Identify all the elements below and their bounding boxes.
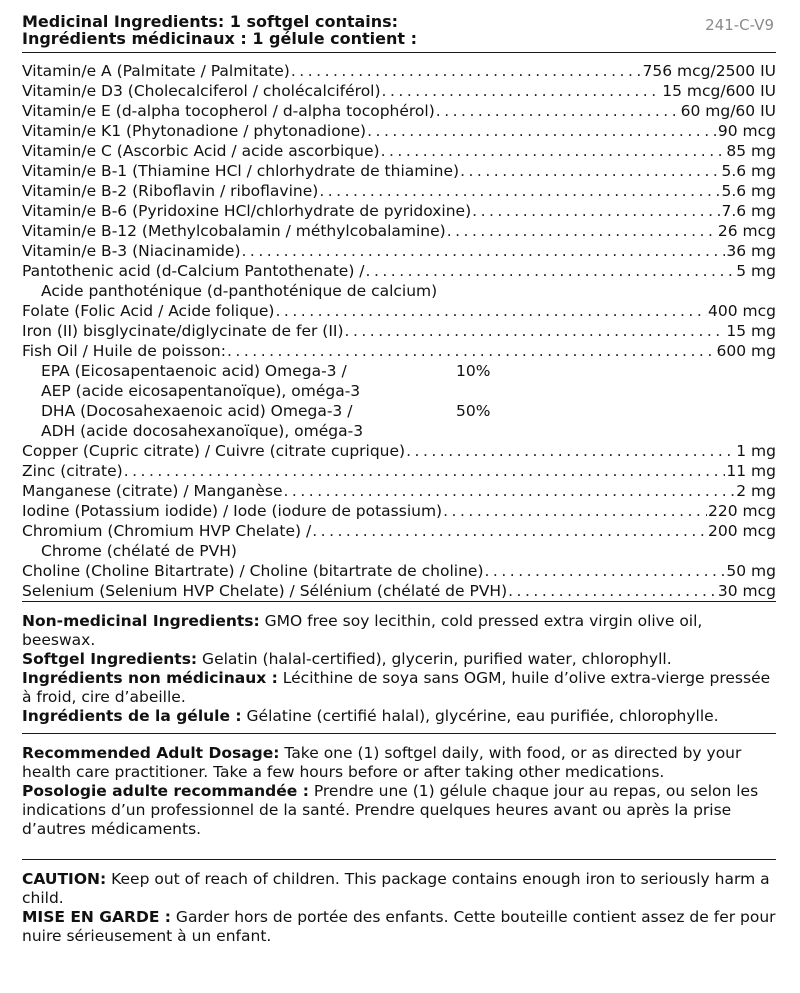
ingredient-amount: 400 mcg (708, 302, 776, 320)
ingredient-row (22, 581, 776, 601)
ingredient-row (22, 441, 776, 461)
ingredient-row (22, 321, 776, 341)
omega-row (22, 361, 776, 381)
dot-leader (472, 201, 720, 221)
ingredient-amount: 60 mg/60 IU (680, 102, 776, 120)
ingredient-name: Choline (Choline Bitartrate) / Choline (bitartrate de choline) (22, 562, 484, 580)
ingredient-name: Manganese (citrate) / Manganèse (22, 482, 283, 500)
ingredient-name: Iodine (Potassium iodide) / Iode (iodure de potassium) (22, 502, 443, 520)
non-medicinal-section (22, 602, 776, 733)
ingredient-name: Vitamin/e B-6 (Pyridoxine HCl/chlorhydrate de pyridoxine) (22, 202, 472, 220)
dot-leader (367, 121, 717, 141)
ingredient-amount: 5 mg (736, 262, 776, 280)
ingredient-name: Vitamin/e B-12 (Methylcobalamin / méthylcobalamine) (22, 222, 446, 240)
ingredient-name: Copper (Cupric citrate) / Cuivre (citrate cuprique) (22, 442, 406, 460)
non-medicinal-text: GMO free soy lecithin, cold pressed extra virgin olive oil, beeswax. (22, 612, 703, 649)
ingredient-row (22, 301, 776, 321)
dot-leader (381, 141, 726, 161)
ingredient-amount: 15 mcg/600 IU (662, 82, 776, 100)
omega-name: DHA (Docosahexaenoic acid) Omega-3 / (41, 402, 353, 420)
ingredient-name: Vitamin/e D3 (Cholecalciferol / cholécalciférol) (22, 82, 381, 100)
ingredient-row (22, 501, 776, 521)
dot-leader (284, 481, 736, 501)
omega-percent: 50% (456, 402, 491, 420)
ingredient-amount: 5.6 mg (721, 162, 776, 180)
dot-leader (319, 181, 720, 201)
dot-leader (436, 101, 680, 121)
omega-row (22, 401, 776, 421)
ingredient-amount: 50 mg (726, 562, 776, 580)
dot-leader (291, 61, 642, 81)
ingredient-row (22, 201, 776, 221)
dot-leader (227, 341, 716, 361)
dosage-label-fr: Posologie adulte recommandée : (22, 782, 309, 800)
dot-leader (242, 241, 726, 261)
gelule-label: Ingrédients de la gélule : (22, 707, 242, 725)
dot-leader (366, 261, 736, 281)
ingredient-amount: 36 mg (726, 242, 776, 260)
ingredient-amount: 600 mg (716, 342, 776, 360)
ingredient-amount: 756 mcg/2500 IU (642, 62, 776, 80)
dosage-text: Take one (1) softgel daily, with food, or as directed by your health care practitioner. Take a few hours before or after taking other medications. (22, 744, 742, 781)
softgel-text: Gelatin (halal-certified), glycerin, purified water, chlorophyll. (197, 650, 672, 668)
ingredient-name: Zinc (citrate) (22, 462, 123, 480)
ingredient-amount: 26 mcg (717, 222, 776, 240)
dot-leader (443, 501, 707, 521)
dot-leader (485, 561, 726, 581)
dot-leader (508, 581, 717, 601)
ingredient-amount: 90 mcg (717, 122, 776, 140)
omega-name-fr: ADH (acide docosahexanoïque), oméga-3 (41, 422, 364, 440)
ingredient-row (22, 481, 776, 501)
ingredient-amount: 85 mg (726, 142, 776, 160)
ingredient-amount: 200 mcg (708, 522, 776, 540)
ingredient-row (22, 181, 776, 201)
caution-text-fr: Garder hors de portée des enfants. Cette bouteille contient assez de fer pour nuire sérieusement à un enfant. (22, 908, 776, 945)
ingredient-name: Iron (II) bisglycinate/diglycinate de fer (II) (22, 322, 344, 340)
dosage-label: Recommended Adult Dosage: (22, 744, 280, 762)
pantothenic-continuation: Acide panthoténique (d-panthoténique de calcium) (41, 282, 438, 300)
caution-section (22, 860, 776, 954)
caution-label: CAUTION: (22, 870, 107, 888)
product-code: 241-C-V9 (705, 16, 774, 34)
title-french: Ingrédients médicinaux : 1 gélule contient : (22, 29, 417, 48)
non-medicinal-text-fr: Lécithine de soya sans OGM, huile d’olive extra-vierge pressée à froid, cire d’abeille. (22, 669, 771, 706)
dot-leader (275, 301, 707, 321)
ingredient-row (22, 221, 776, 241)
omega-name: EPA (Eicosapentaenoic acid) Omega-3 / (41, 362, 347, 380)
ingredient-row (22, 101, 776, 121)
ingredient-row (22, 461, 776, 481)
ingredient-name: Vitamin/e B-3 (Niacinamide) (22, 242, 241, 260)
gelule-text: Gélatine (certifié halal), glycérine, eau purifiée, chlorophylle. (241, 707, 719, 725)
ingredient-row (22, 161, 776, 181)
ingredient-amount: 15 mg (726, 322, 776, 340)
ingredient-name: Vitamin/e E (d-alpha tocopherol / d-alpha tocophérol) (22, 102, 435, 120)
ingredient-name: Folate (Folic Acid / Acide folique) (22, 302, 275, 320)
ingredient-amount: 7.6 mg (721, 202, 776, 220)
dosage-section (22, 734, 776, 859)
caution-label-fr: MISE EN GARDE : (22, 908, 171, 926)
ingredient-amount: 2 mg (736, 482, 776, 500)
medicinal-ingredients-list (22, 53, 776, 601)
dot-leader (460, 161, 720, 181)
ingredient-name: Pantothenic acid (d-Calcium Pantothenate) / (22, 262, 365, 280)
ingredient-row (22, 521, 776, 541)
supplement-label (22, 0, 776, 954)
caution-text: Keep out of reach of children. This package contains enough iron to seriously harm a child. (22, 870, 770, 907)
ingredient-name: Vitamin/e B-1 (Thiamine HCl / chlorhydrate de thiamine) (22, 162, 460, 180)
ingredient-amount: 220 mcg (708, 502, 776, 520)
ingredient-row (22, 261, 776, 281)
ingredient-amount: 5.6 mg (721, 182, 776, 200)
ingredient-amount: 11 mg (726, 462, 776, 480)
ingredient-row (22, 341, 776, 361)
ingredient-row (22, 61, 776, 81)
label-header (22, 0, 776, 52)
ingredient-name: Vitamin/e C (Ascorbic Acid / acide ascorbique) (22, 142, 380, 160)
dot-leader (345, 321, 726, 341)
softgel-label: Softgel Ingredients: (22, 650, 198, 668)
dot-leader (312, 521, 707, 541)
ingredient-row (22, 121, 776, 141)
title-english: Medicinal Ingredients: 1 softgel contains: (22, 12, 399, 31)
non-medicinal-label-fr: Ingrédients non médicinaux : (22, 669, 278, 687)
ingredient-name: Selenium (Selenium HVP Chelate) / Sélénium (chélaté de PVH) (22, 582, 508, 600)
ingredient-row (22, 81, 776, 101)
ingredient-name: Vitamin/e K1 (Phytonadione / phytonadione) (22, 122, 367, 140)
omega-percent: 10% (456, 362, 491, 380)
ingredient-row (22, 241, 776, 261)
ingredient-name: Vitamin/e B-2 (Riboflavin / riboflavine) (22, 182, 319, 200)
ingredient-row (22, 561, 776, 581)
omega-name-fr: AEP (acide eicosapentanoïque), oméga-3 (41, 382, 361, 400)
chromium-continuation: Chrome (chélaté de PVH) (41, 542, 237, 560)
dot-leader (382, 81, 662, 101)
ingredient-row (22, 141, 776, 161)
ingredient-name: Fish Oil / Huile de poisson: (22, 342, 226, 360)
non-medicinal-label: Non-medicinal Ingredients: (22, 612, 260, 630)
ingredient-name: Chromium (Chromium HVP Chelate) / (22, 522, 312, 540)
dot-leader (124, 461, 726, 481)
dot-leader (447, 221, 717, 241)
ingredient-amount: 1 mg (736, 442, 776, 460)
ingredient-name: Vitamin/e A (Palmitate / Palmitate) (22, 62, 290, 80)
dot-leader (406, 441, 735, 461)
dosage-text-fr: Prendre une (1) gélule chaque jour au repas, ou selon les indications d’un professionnel de la santé. Prendre quelques heures avant ou après la prise d’autres médicaments. (22, 782, 759, 838)
ingredient-amount: 30 mcg (717, 582, 776, 600)
